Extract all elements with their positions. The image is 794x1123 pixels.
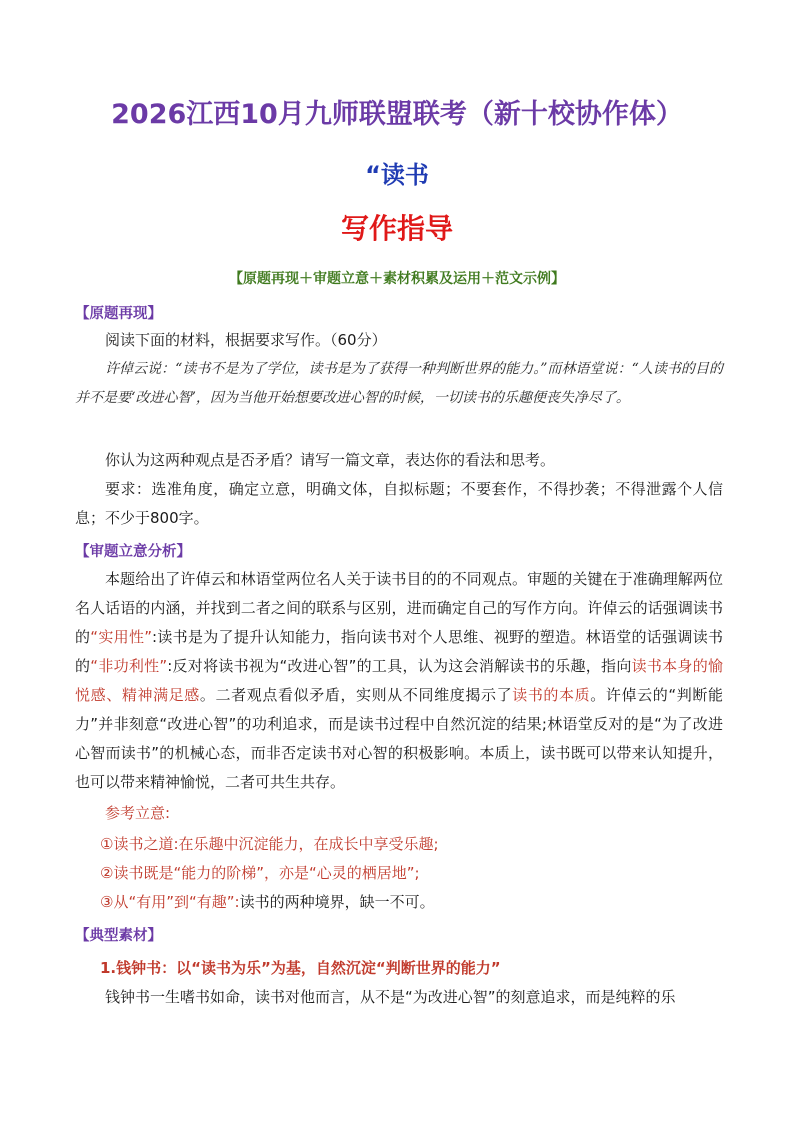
section-label-analysis: 【审题立意分析】	[75, 544, 191, 560]
analysis-part-4: 。二者观点看似矛盾，实则从不同维度揭示了	[199, 686, 513, 704]
reference-label-wrap	[75, 799, 723, 828]
highlight-practical: “实用性”	[90, 628, 153, 646]
idea-2-text: ②读书既是“能力的阶梯”，亦是“心灵的栖居地”;	[100, 864, 420, 882]
idea-1-text: ①读书之道:在乐趣中沉淀能力，在成长中享受乐趣;	[100, 835, 439, 853]
intro-text: 阅读下面的材料，根据要求写作。（60分）	[105, 331, 387, 349]
highlight-non-utilitarian: “非功利性”	[90, 657, 168, 675]
requirement-text: 要求：选准角度，确定立意，明确文体，自拟标题；不要套作，不得抄袭；不得泄露个人信息；不少于800字。	[75, 480, 723, 527]
analysis-part-2: :读书是为了提升认知能力，指向读书对个人思维、视野的塑造。林语堂的话强调读书的	[75, 628, 723, 675]
section-label-original-question: 【原题再现】	[75, 306, 162, 322]
analysis-part-3: :反对将读书视为“改进心智”的工具，认为这会消解读书的乐趣，指向	[167, 657, 632, 675]
idea-3-tail: 读书的两种境界，缺一不可。	[239, 893, 435, 911]
intro-paragraph	[75, 326, 723, 355]
highlight-essence: 读书的本质	[512, 686, 591, 704]
section-label-materials: 【典型素材】	[75, 928, 162, 944]
analysis-text	[75, 565, 723, 797]
analysis-part-1: 本题给出了许倬云和林语堂两位名人关于读书目的的不同观点。审题的关键在于准确理解两位名人话语的内涵，并找到二者之间的联系与区别，进而确定自己的写作方向。许倬云的话强调读书的	[75, 570, 723, 646]
question-text: 你认为这两种观点是否矛盾？请写一篇文章，表达你的看法和思考。	[105, 451, 556, 469]
document-title: 2026江西10月九师联盟联考（新十校协作体）	[111, 99, 683, 130]
analysis-paragraph	[75, 565, 723, 797]
idea-3-text: ③从“有用”到“有趣”:	[100, 893, 240, 911]
reference-label: 参考立意:	[105, 804, 171, 822]
material-1-paragraph	[75, 983, 723, 1012]
material-quote	[75, 355, 723, 413]
idea-item-1	[100, 833, 439, 854]
idea-item-3	[100, 891, 435, 912]
highlight-joy: 读书本身的愉悦感、精神满足感	[75, 657, 723, 704]
document-subtitle: “读书	[365, 161, 429, 189]
question-paragraph	[75, 446, 723, 475]
material-1-heading: 1.钱钟书：以“读书为乐”为基，自然沉淀“判断世界的能力”	[100, 959, 501, 977]
material-1-text: 钱钟书一生嗜书如命，读书对他而言，从不是“为改进心智”的刻意追求，而是纯粹的乐	[105, 988, 676, 1006]
quote-text: 许倬云说：“读书不是为了学位，读书是为了获得一种判断世界的能力。”而林语堂说：“人读书的目的并不是要‘改进心智’，因为当他开始想要改进心智的时候，一切读书的乐趣便丧失净尽了。	[75, 361, 723, 406]
idea-item-2	[100, 862, 420, 883]
writing-guide-title: 写作指导	[340, 212, 453, 245]
outline-line: 【原题再现＋审题立意＋素材积累及运用＋范文示例】	[229, 271, 565, 287]
requirement-paragraph	[75, 475, 723, 533]
analysis-part-5: 。许倬云的“判断能力”并非刻意“改进心智”的功利追求，而是读书过程中自然沉淀的结果;林语堂反对的是“为了改进心智而读书”的机械心态，而非否定读书对心智的积极影响。本质上，读书既可以带来认知提升，也可以带来精神愉悦，二者可共生共存。	[75, 686, 723, 791]
